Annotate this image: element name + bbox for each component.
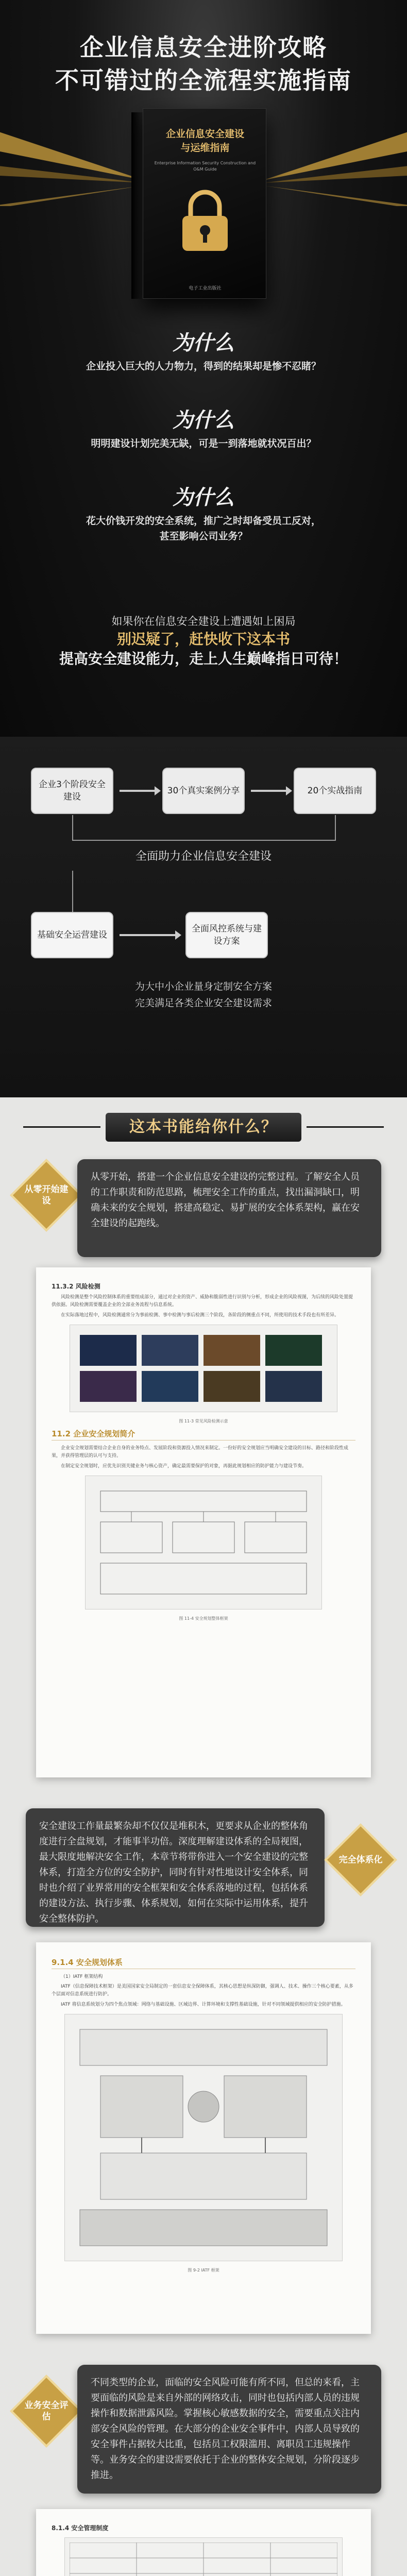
feature-callout: 不同类型的企业，面临的安全风险可能有所不同，但总的来看，主要面临的风险是来自外部的网络攻击，同时也包括内部人员的违规操作和数据泄露风险。掌握核心敏感数据的安全，需要重点关注内部安全风险的管理。在大部分的企业安全事件中，内部人员导致的安全事件占据较大比重，包括员工权限滥用、离职员工违规操作等。业务安全的建设需要依托于企业的整体安全规划，分阶段逐步推进。: [77, 2365, 381, 2494]
figure-caption: 图 11-4 安全规划整体框架: [179, 1616, 228, 1621]
excerpt-paragraph: 风险检测是整个风险控制体系的重要组成部分，通过对企业的资产、威胁和脆弱性进行识别与分析，形成企业的风险视图，为后续的风险处置提供依据。风险检测需要覆盖企业的全部业务流程与信息系统。: [52, 1295, 353, 1308]
badge-label: 业务安全评估: [24, 2400, 69, 2422]
feature-callout: 安全建设工作量最繁杂却不仅仅是堆积木，更要求从企业的整体角度进行全盘规划，才能事半功倍。深度理解建设体系的全局视图，最大限度地解决安全工作，本章节将带你进入一个安全建设的完整体系，打造全方位的安全防护，同时有针对性地设计安全体系，同时也介绍了业界常用的安全框架和安全体系落地的过程，包括体系的建设方法、执行步骤、体系规划，如何在实际中运用体系，提升安全整体防护。: [26, 1808, 325, 1927]
book-page-excerpt: [36, 1942, 371, 2334]
flow-arrow: [120, 934, 176, 936]
section-banner: 这本书能给你什么？: [106, 1113, 301, 1142]
question-title: 为什么: [173, 331, 234, 355]
headline-line-2: 不可错过的全流程实施指南: [55, 66, 352, 94]
book-spine: [131, 112, 144, 299]
excerpt-heading: 8.1.4 安全管理制度: [52, 2524, 109, 2532]
light-ray-right-decoration: [263, 118, 407, 206]
question-text: 企业投入巨大的人力物力，得到的结果却是惨不忍睹？: [86, 361, 321, 372]
flow-box-risk-control: 全面风控系统与建设方案: [185, 912, 268, 958]
book-cover: [131, 108, 276, 304]
connector-line: [72, 871, 73, 912]
flow-section: [0, 737, 407, 1097]
question-text-line-1: 花大价钱开发的安全系统，推广之时却备受员工反对，: [86, 515, 321, 527]
excerpt-paragraph: 企业安全规划需要结合企业自身的业务特点、发展阶段和资源投入情况来制定。一份好的安全规划应当明确安全建设的目标、路径和阶段性成果，并获得管理层的认可与支持。: [52, 1446, 349, 1459]
book-page-excerpt: [36, 2509, 371, 2576]
flow-arrow: [120, 790, 156, 792]
flow-arrow: [251, 790, 287, 792]
excerpt-paragraph: IATF 将信息系统划分为四个焦点领域：网络与基础设施、区域边界、计算环境和支撑性基础设施，针对不同领域提供相应的安全防护措施。: [61, 2002, 346, 2007]
feature-callout: 从零开始，搭建一个企业信息安全建设的完整过程。了解安全人员的工作职责和防范思路，梳理安全工作的重点，找出漏洞缺口，明确未来的安全规划，搭建高稳定、易扩展的安全体系架构，赢在安全建设的起跑线。: [77, 1159, 381, 1257]
excerpt-figure: [64, 2537, 343, 2576]
figure-caption: 图 11-3 常见风险检测示意: [179, 1419, 228, 1423]
connector-line: [335, 815, 336, 840]
question-block-2: [0, 407, 407, 451]
flow-note-1: 为大中小企业量身定制安全方案: [134, 981, 272, 992]
excerpt-paragraph: 在制定安全规划时，应优先识别关键业务与核心资产，确定最需要保护的对象，再据此规划相应的防护能力与建设节奏。: [61, 1464, 307, 1469]
connector-line: [72, 815, 73, 840]
light-ray-left-decoration: [0, 118, 144, 206]
book-title-line-2: 与运维指南: [180, 142, 230, 154]
connector-line: [72, 840, 336, 841]
section-header: [0, 1097, 407, 1154]
framework-diagram-figure: [90, 1481, 317, 1604]
question-text-line-2: 甚至影响公司业务？: [159, 531, 248, 542]
promo-line-1: 如果你在信息安全建设上遭遇如上困局: [111, 615, 296, 628]
hero-section: [0, 0, 407, 737]
feature-badge: [324, 1823, 397, 1896]
badge-label: 完全体系化: [338, 1855, 383, 1865]
excerpt-paragraph: IATF（信息保障技术框架）是美国国家安全局制定的一套信息安全保障体系，其核心思想是纵深防御，强调人、技术、操作三个核心要素，从多个层面对信息系统进行防护。: [52, 1984, 353, 1997]
flow-box-cases: 30个真实案例分享: [162, 768, 245, 814]
flow-box-stages: 企业3个阶段安全建设: [31, 768, 113, 814]
promo-block: [31, 613, 376, 669]
excerpt-figure: [70, 1325, 337, 1412]
book-subtitle: Enterprise Information Security Construction and O&M Guide: [154, 161, 256, 172]
excerpt-figure: [85, 1476, 322, 1609]
question-block-3: [0, 484, 407, 544]
excerpt-paragraph: 在实际落地过程中，风险检测通常分为事前检测、事中检测与事后检测三个阶段，各阶段的侧重点不同，所使用的技术手段也有所差异。: [61, 1313, 340, 1318]
excerpt-heading: 11.3.2 风险检测: [52, 1283, 100, 1290]
flow-note-2: 完美满足各类企业安全建设需求: [134, 997, 272, 1009]
question-block-1: [0, 330, 407, 374]
promo-line-2: 别迟疑了，赶快收下这本书: [116, 631, 290, 648]
book-title-line-1: 企业信息安全建设: [165, 128, 244, 140]
flow-caption: 全面助力企业信息安全建设: [135, 850, 272, 863]
business-security-section: [0, 2349, 407, 2576]
figure-caption: 图 9-2 IATF 框架: [188, 2268, 219, 2273]
book-page-excerpt: [36, 1267, 371, 1777]
book-publisher: 电子工业出版社: [189, 286, 222, 291]
excerpt-section-heading: 9.1.4 安全规划体系: [52, 1959, 355, 1969]
question-text: 明明建设计划完美无缺，可是一到落地就状况百出？: [91, 438, 316, 449]
excerpt-section-heading: 11.2 企业安全规划简介: [52, 1430, 355, 1440]
book-front: [143, 108, 266, 299]
excerpt-list-item: （1）IATF 框架结构: [61, 1974, 103, 1979]
question-title: 为什么: [173, 408, 234, 432]
feature-badge: [10, 1159, 82, 1231]
badge-label: 从零开始建设: [24, 1184, 69, 1206]
book-title: [143, 127, 267, 155]
intro-section: [0, 1097, 407, 1793]
system-section: [0, 1793, 407, 2349]
flow-box-basic-ops: 基础安全运营建设: [31, 912, 113, 958]
headline-line-1: 企业信息安全进阶攻略: [80, 33, 327, 61]
hero-headline: [0, 31, 407, 97]
promo-line-3: 提高安全建设能力，走上人生巅峰指日可待！: [59, 650, 348, 667]
padlock-icon: [175, 186, 235, 253]
flow-box-guides: 20个实战指南: [294, 768, 376, 814]
iatf-framework-figure: [70, 2019, 337, 2256]
excerpt-figure: [64, 2014, 343, 2261]
question-title: 为什么: [173, 485, 234, 510]
table-figure: [70, 2543, 337, 2576]
dashboard-thumbnails-figure: [75, 1330, 332, 1407]
feature-badge: [10, 2375, 82, 2447]
